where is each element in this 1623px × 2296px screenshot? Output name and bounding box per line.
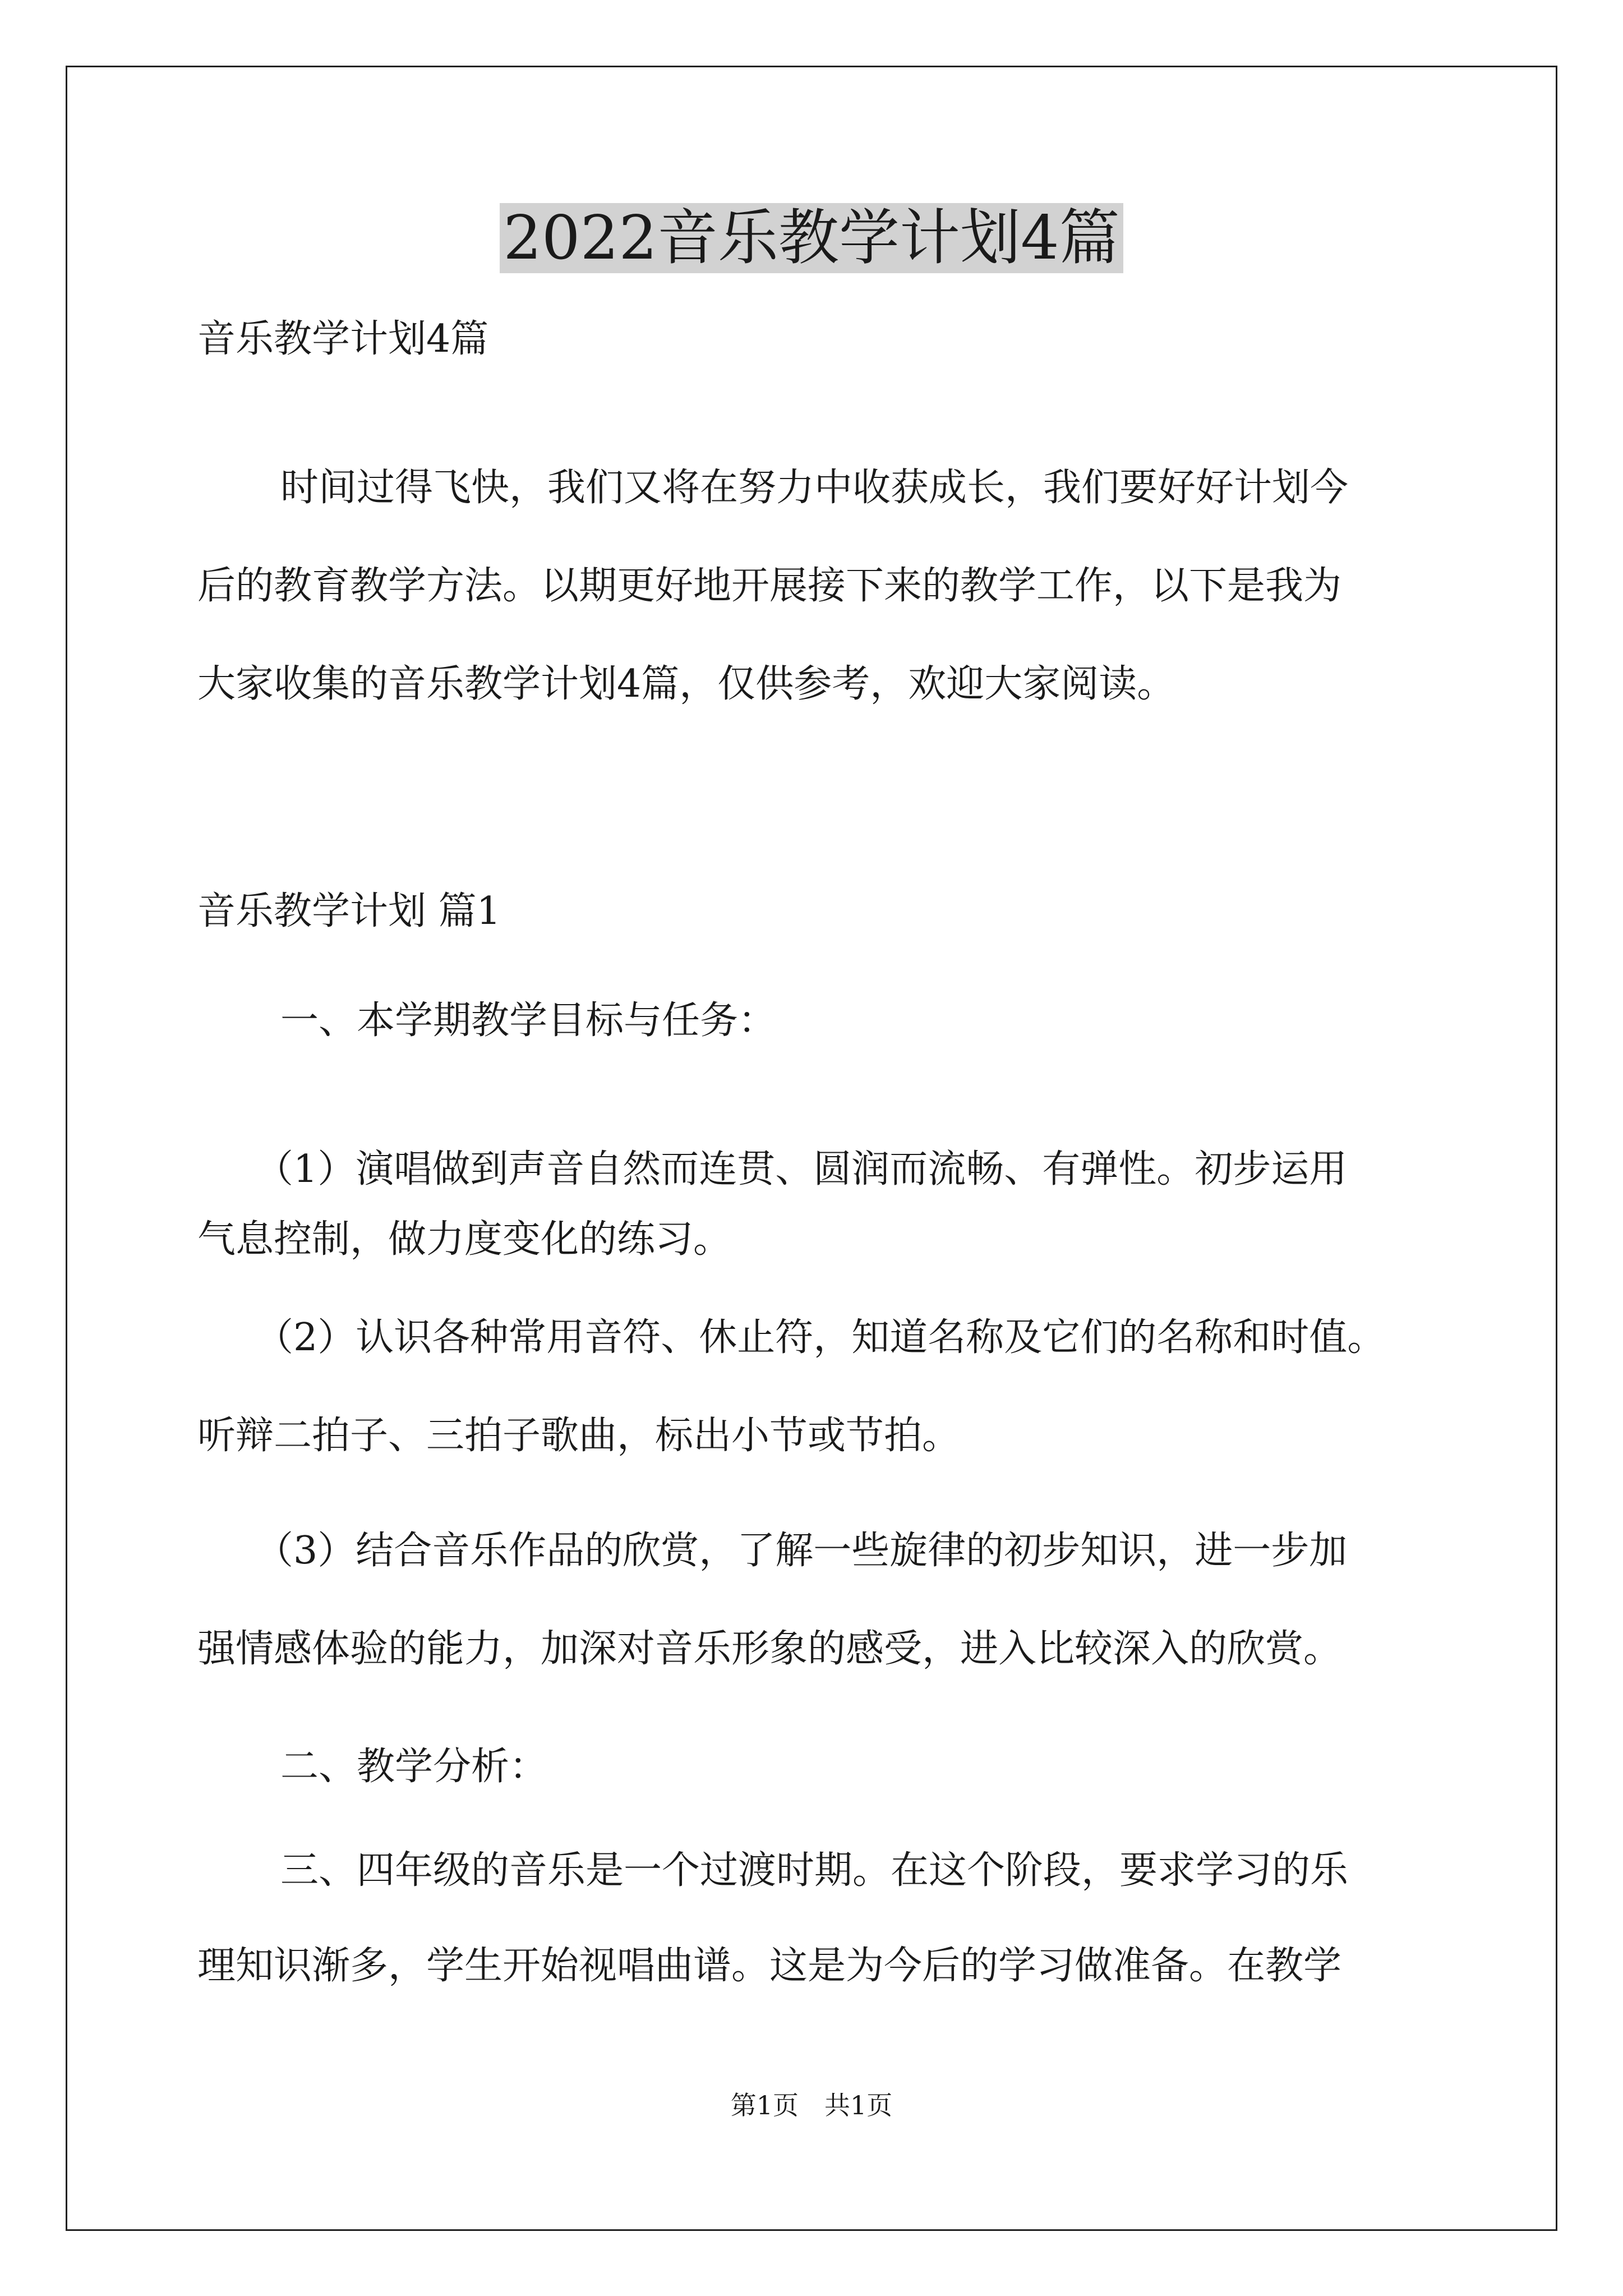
body-line-5: 听辩二拍子、三拍子歌曲，标出小节或节拍。 [197,1414,961,1458]
body-line-2: （1）演唱做到声音自然而连贯、圆润而流畅、有弹性。初步运用 [255,1147,1348,1191]
body-line-1: 一、本学期教学目标与任务： [280,999,777,1043]
body-line-4: （2）认识各种常用音符、休止符，知道名称及它们的名称和时值。 [255,1315,1386,1360]
body-line-7: 强情感体验的能力，加深对音乐形象的感受，进入比较深入的欣赏。 [197,1627,1342,1671]
body-line-6: （3）结合音乐作品的欣赏，了解一些旋律的初步知识，进一步加 [255,1529,1348,1573]
section-heading: 音乐教学计划 篇1 [197,889,501,933]
document-title-text: 2022音乐教学计划4篇 [500,203,1123,273]
document-title [0,202,1623,275]
body-line-9: 三、四年级的音乐是一个过渡时期。在这个阶段，要求学习的乐 [280,1848,1349,1893]
body-line-3: 气息控制，做力度变化的练习。 [197,1217,732,1262]
document-subtitle: 音乐教学计划4篇 [197,317,489,361]
intro-line-1: 时间过得飞快，我们又将在努力中收获成长，我们要好好计划今 [280,466,1349,510]
intro-line-3: 大家收集的音乐教学计划4篇，仅供参考，欢迎大家阅读。 [197,662,1175,706]
page-footer: 第1页 共1页 [730,2090,893,2120]
intro-line-2: 后的教育教学方法。以期更好地开展接下来的教学工作，以下是我为 [197,564,1342,608]
body-line-10: 理知识渐多，学生开始视唱曲谱。这是为今后的学习做准备。在教学 [197,1944,1342,1988]
body-line-8: 二、教学分析： [280,1745,548,1789]
